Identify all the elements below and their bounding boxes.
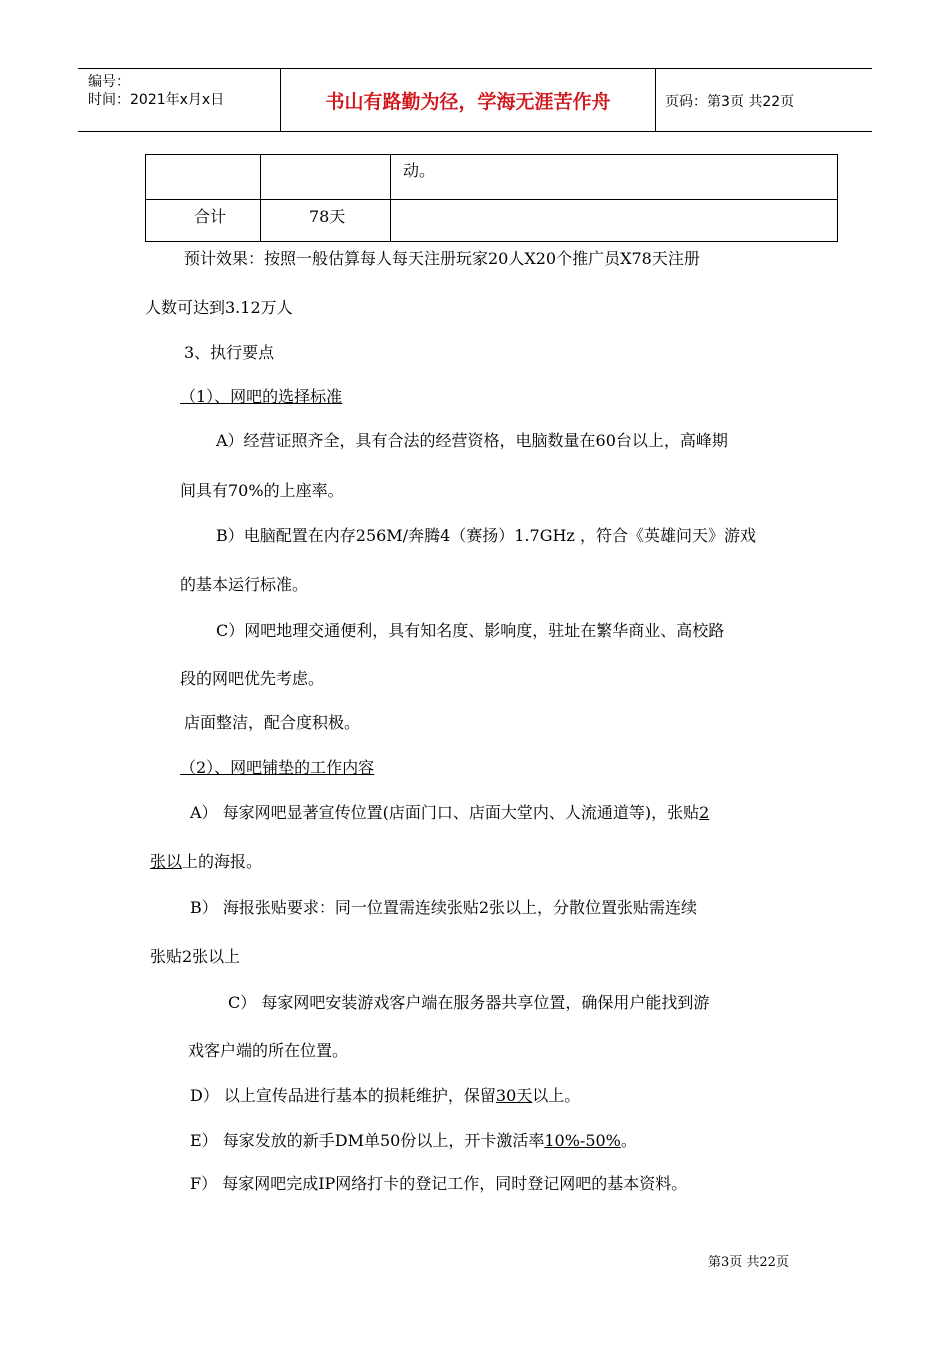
paragraph: F） 每家网吧完成IP网络打卡的登记工作，同时登记网吧的基本资料。: [190, 1174, 688, 1193]
text-run: A） 每家网吧显著宣传位置(店面门口、店面大堂内、人流通道等)，张贴: [190, 803, 700, 822]
paragraph: 店面整洁，配合度积极。: [184, 713, 361, 732]
sub-heading: （1）、网吧的选择标准: [180, 387, 343, 406]
text-run: 上的海报。: [182, 852, 263, 871]
paragraph: [190, 803, 709, 823]
paragraph: 段的网吧优先考虑。: [180, 669, 325, 688]
header-motto: 书山有路勤为径，学海无涯苦作舟: [325, 91, 611, 113]
header-page-info: 页码：第3页 共22页: [665, 94, 795, 110]
paragraph: C） 每家网吧安装游戏客户端在服务器共享位置，确保用户能找到游: [228, 993, 710, 1012]
header-divider: [655, 69, 656, 131]
time-label: 时间：2021年x月x日: [88, 92, 225, 108]
underlined-text: 10%-50%: [544, 1131, 621, 1150]
table-row: [146, 155, 838, 200]
paragraph: 预计效果：按照一般估算每人每天注册玩家20人X20个推广员X78天注册: [184, 249, 700, 268]
text-run: 。: [620, 1131, 637, 1150]
paragraph: C）网吧地理交通便利，具有知名度、影响度，驻址在繁华商业、高校路: [216, 621, 725, 640]
table-cell-text: 78天: [309, 207, 346, 226]
table-row: [146, 200, 838, 242]
text-run: 以上。: [532, 1086, 581, 1105]
text-run: E） 每家发放的新手DM单50份以上，开卡激活率: [190, 1131, 545, 1150]
text-run: D） 以上宣传品进行基本的损耗维护，保留: [190, 1086, 496, 1105]
section-heading: 3、执行要点: [184, 343, 275, 362]
underlined-text: 张以: [150, 852, 183, 871]
paragraph: 人数可达到3.12万人: [145, 298, 293, 317]
underlined-text: 30天: [495, 1086, 533, 1105]
schedule-table: [145, 154, 838, 242]
header-meta: [88, 73, 224, 109]
paragraph: B）电脑配置在内存256M/奔腾4（赛扬）1.7GHz ，符合《英雄问天》游戏: [216, 526, 756, 545]
paragraph: 戏客户端的所在位置。: [188, 1041, 349, 1060]
paragraph: 间具有70%的上座率。: [180, 481, 344, 500]
page-header: [78, 68, 872, 132]
table-cell: [146, 200, 261, 242]
underlined-text: 2: [699, 803, 710, 822]
table-cell: [261, 155, 391, 200]
table-cell: [391, 155, 838, 200]
table-cell: [391, 200, 838, 242]
page-footer: 第3页 共22页: [708, 1255, 789, 1270]
table-cell: [146, 155, 261, 200]
paragraph: [150, 852, 262, 872]
paragraph: 的基本运行标准。: [180, 575, 309, 594]
table-cell: [261, 200, 391, 242]
paragraph: 张贴2张以上: [150, 947, 241, 966]
table-cell-text: 动。: [403, 161, 436, 180]
paragraph: [190, 1131, 637, 1151]
sub-heading: （2）、网吧铺垫的工作内容: [180, 758, 375, 777]
paragraph: [190, 1086, 580, 1106]
number-label: 编号：: [88, 74, 130, 90]
table-cell-text: 合计: [194, 207, 227, 226]
paragraph: A）经营证照齐全，具有合法的经营资格，电脑数量在60台以上，高峰期: [216, 431, 728, 450]
paragraph: B） 海报张贴要求：同一位置需连续张贴2张以上，分散位置张贴需连续: [190, 898, 698, 917]
